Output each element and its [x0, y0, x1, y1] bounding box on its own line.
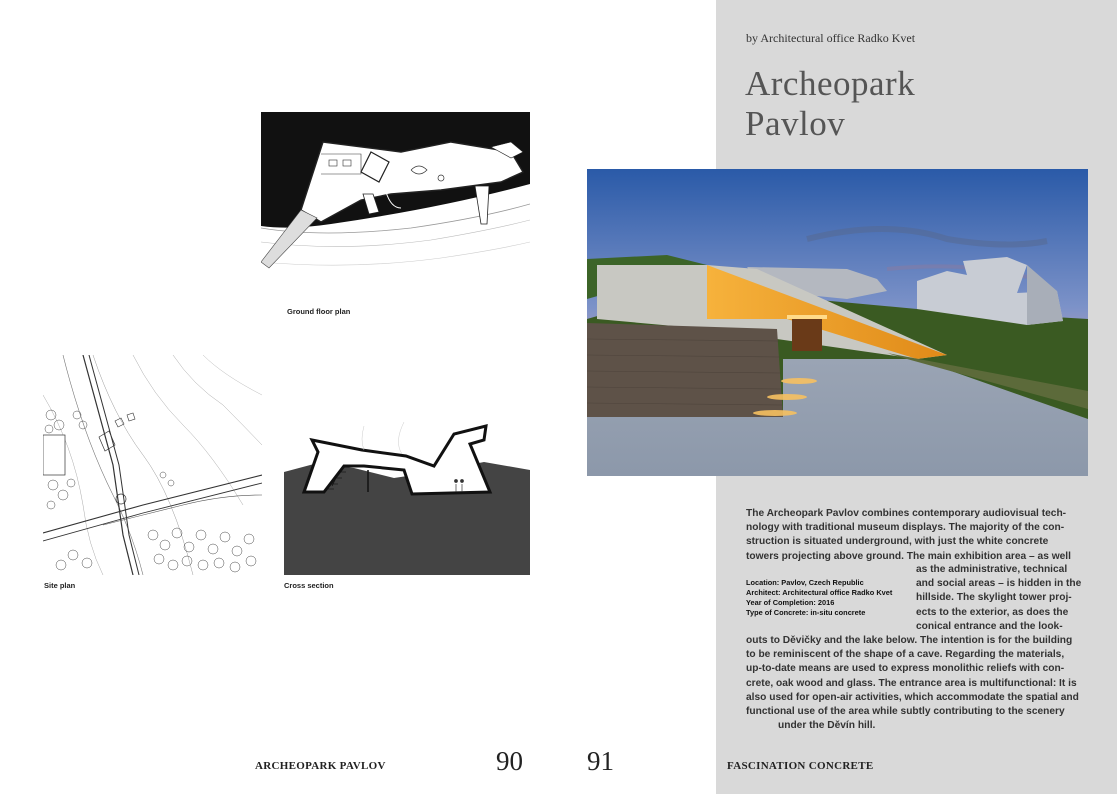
body-line: and social areas – is hidden in the: [916, 578, 1082, 590]
body-line: also used for open-air activities, which accommodate the spatial and: [746, 691, 1079, 703]
archeopark-photo: [587, 169, 1088, 476]
fact-year: Year of Completion: 2016: [746, 598, 835, 607]
body-line: nology with traditional museum displays. The majority of the con-: [746, 522, 1065, 534]
body-text-top: [746, 507, 1090, 564]
site-plan-drawing: [43, 355, 262, 575]
fact-location: Location: Pavlov, Czech Republic: [746, 578, 864, 587]
body-line: as the administrative, technical: [916, 564, 1068, 575]
body-line: towers projecting above ground. The main exhibition area – as well: [746, 550, 1071, 562]
body-line: ects to the exterior, as does the: [916, 606, 1069, 618]
body-line: crete, oak wood and glass. The entrance area is multifunctional: It is: [746, 677, 1077, 689]
page-number-right: 91: [587, 746, 614, 776]
footer-left-label: ARCHEOPARK PAVLOV: [255, 760, 386, 772]
cross-section-drawing: [284, 422, 530, 575]
caption-site-plan: Site plan: [44, 581, 76, 590]
body-line: functional use of the area while subtly contributing to the scenery: [746, 706, 1065, 718]
title-line: Pavlov: [745, 104, 846, 143]
body-line: The Archeopark Pavlov combines contemporary audiovisual tech-: [746, 508, 1067, 519]
project-facts: [746, 578, 914, 618]
ground-floor-plan-drawing: [261, 112, 530, 287]
body-line: hillside. The skylight tower proj-: [916, 592, 1072, 604]
byline: by Architectural office Radko Kvet: [746, 31, 916, 45]
body-line: struction is situated underground, with just the white concrete: [746, 536, 1049, 548]
page-number-left: 90: [496, 746, 523, 776]
title-line: Archeopark: [745, 64, 916, 103]
caption-ground-floor: Ground floor plan: [287, 307, 351, 316]
body-line: under the Děvín hill.: [778, 720, 876, 732]
body-line: up-to-date means are used to express monolithic reliefs with con-: [746, 663, 1065, 675]
fact-concrete: Type of Concrete: in-situ concrete: [746, 608, 866, 617]
fact-architect: Architect: Architectural office Radko Kvet: [746, 588, 893, 597]
body-text-middle: [916, 563, 1092, 634]
body-line: outs to Děvičky and the lake below. The intention is for the building: [746, 635, 1073, 646]
page-title: [745, 64, 915, 144]
body-line: to be reminiscent of the shape of a cave. Regarding the materials,: [746, 649, 1065, 661]
caption-cross-section: Cross section: [284, 581, 334, 590]
footer-right-label: FASCINATION CONCRETE: [727, 760, 874, 772]
body-text-bottom: [746, 634, 1092, 733]
body-line: conical entrance and the look-: [916, 620, 1063, 632]
